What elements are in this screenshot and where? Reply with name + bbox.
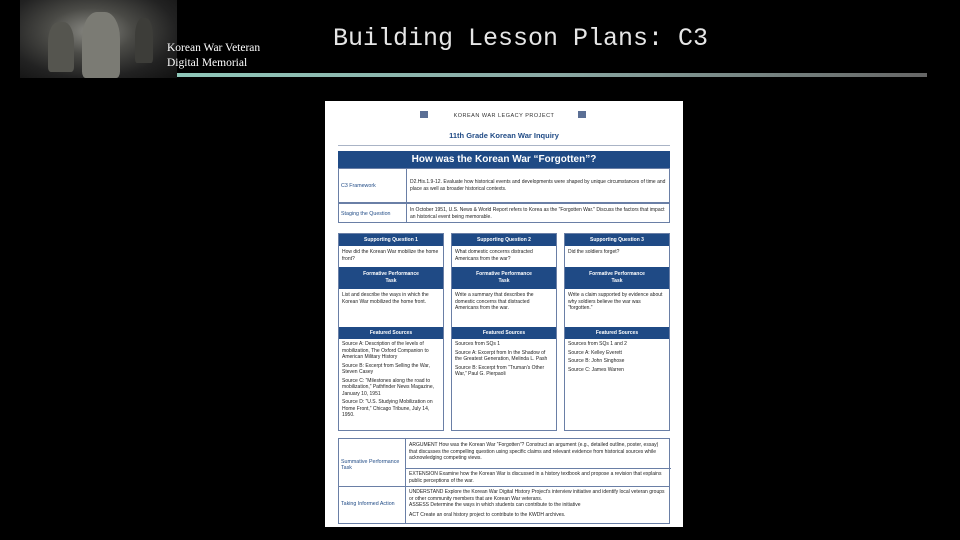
staging-row [338, 203, 670, 223]
slide-title: Building Lesson Plans: C3 [333, 24, 709, 53]
logo-line-1: Korean War Veteran [167, 42, 261, 54]
formative-header: Formative Performance Task [339, 267, 443, 289]
extension-text: EXTENSION Examine how the Korean War is discussed in a history textbook and propose a revision that explains public perceptions of the war. [409, 471, 662, 484]
supporting-question-column [451, 233, 557, 431]
sq-question: What domestic concerns distracted Americans from the war? [455, 249, 533, 262]
header-divider [177, 73, 927, 77]
source-item: Sources from SQs 1 [455, 341, 501, 347]
source-item: Source A: Description of the levels of mobilization, The Oxford Companion to American Military History [342, 341, 429, 360]
sq-question: Did the soldiers forget? [568, 249, 620, 255]
formative-task: Write a claim supported by evidence about why soldiers believe the war was “forgotten.” [568, 292, 663, 311]
site-logo-text [167, 41, 260, 71]
formative-header: Formative Performance Task [452, 267, 556, 289]
sources-header: Featured Sources [565, 327, 669, 339]
sources-header: Featured Sources [452, 327, 556, 339]
memorial-photo [20, 0, 177, 78]
formative-header: Formative Performance Task [565, 267, 669, 289]
summative-table [338, 438, 670, 524]
argument-text: ARGUMENT How was the Korean War “Forgotten”? Construct an argument (e.g., detailed outline, poster, essay) that discusses the compelling question using specific claims and relevant evidence from historical sources while acknowledging competing views. [409, 442, 659, 461]
act-text: ACT Create an oral history project to contribute to the KWDH archives. [409, 512, 566, 518]
formative-task: List and describe the ways in which the Korean War mobilized the home front. [342, 292, 429, 305]
sq-header: Supporting Question 3 [565, 234, 669, 246]
source-item: Source A: Excerpt from In the Shadow of the Greatest Generation, Melinda L. Pash [455, 349, 548, 362]
c3-row [338, 168, 670, 203]
lesson-plan-document [325, 101, 683, 527]
c3-text: D2.His.1.9-12. Evaluate how historical events and developments were shaped by unique circumstances of time and place as well as broader historical contexts. [410, 179, 666, 192]
supporting-question-column [564, 233, 670, 431]
source-item: Source B: Excerpt from “Truman's Other War,” Paul G. Pierpaoli [455, 364, 545, 377]
sq-header: Supporting Question 2 [452, 234, 556, 246]
source-item: Source C: James Warren [568, 366, 624, 373]
source-item: Source B: Excerpt from Selling the War, Steven Casey [342, 362, 430, 375]
assess-text: ASSESS Determine the ways in which students can contribute to the initiative [409, 502, 581, 508]
staging-text: In October 1951, U.S. News & World Report refers to Korea as the "Forgotten War." Discuss the factors that impact an historical event being memorable. [410, 207, 665, 220]
org-name: KOREAN WAR LEGACY PROJECT [453, 113, 555, 119]
source-item: Source B: John Singhose [568, 358, 625, 364]
formative-task: Write a summary that describes the domestic concerns that distracted Americans from the war. [455, 292, 534, 311]
summative-label: Summative Performance Task [341, 459, 400, 471]
compelling-question: How was the Korean War “Forgotten”? [338, 151, 670, 168]
understand-text: UNDERSTAND Explore the Korean War Digital History Project's interview initiative and identify local veteran groups or other community members that are Korean War veterans. [409, 489, 665, 502]
source-item: Source D: “U.S. Studying Mobilization on Home Front,” Chicago Tribune, July 14, 1950. [342, 399, 433, 418]
logo-line-2: Digital Memorial [167, 57, 248, 69]
source-item: Source A: Kelley Everett [568, 349, 622, 356]
c3-label: C3 Framework [341, 183, 376, 189]
source-item: Source C: “Milestones along the road to mobilization,” Pathfinder News Magazine, January 10, 1951 [342, 377, 434, 397]
sq-header: Supporting Question 1 [339, 234, 443, 246]
sq-question: How did the Korean War mobilize the home front? [342, 249, 439, 262]
staging-label: Staging the Question [341, 211, 391, 217]
doc-subtitle: 11th Grade Korean War Inquiry [449, 131, 559, 140]
source-item: Sources from SQs 1 and 2 [568, 341, 627, 347]
doc-rule [338, 145, 670, 146]
action-label: Taking Informed Action [341, 501, 395, 507]
supporting-question-column [338, 233, 444, 431]
sources-header: Featured Sources [339, 327, 443, 339]
